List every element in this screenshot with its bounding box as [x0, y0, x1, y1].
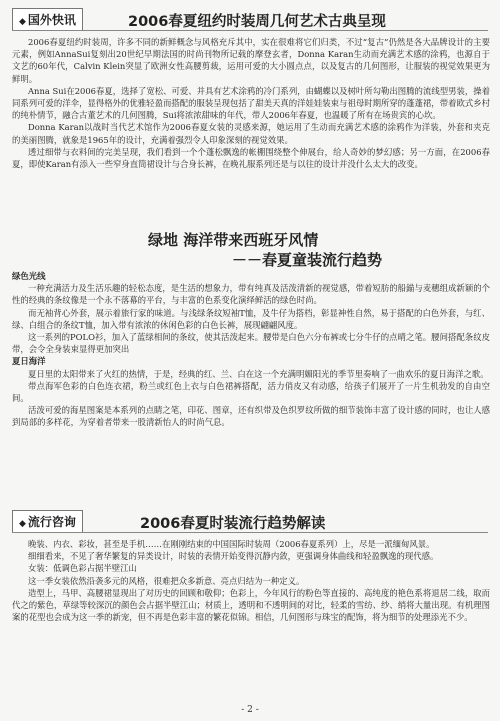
diamond-icon: ◆ — [19, 519, 26, 529]
section1-body — [12, 36, 490, 170]
diamond-icon: ◆ — [19, 17, 26, 27]
news-tag — [12, 8, 83, 31]
section3-paragraph: 造型上，马甲、高腰裙显现出了对历史的回顾和敬仰；色彩上，今年风行的粉色等直接的、高纯度的艳色系将退居二线，取而代之的紫色，草绿等较深沉的颜色会占据半壁江山；材质上，透明和不透明间的对比，轻柔的雪纺、纱、绡将大量出现。有机理图案的花型也会成为这一季的新宠，但不再是色彩丰富的繁花似锦。相信，几何图形与珠宝的配饰，将为细节的处理添光不少。 — [12, 587, 490, 623]
trend-tag — [12, 510, 83, 533]
section2-paragraph: 活泼可爱的海星图案是本系列的点睛之笔，印花、图章，还有织带及色织罗纹所做的细节装饰丰富了设计感的同时，也让人感到局部的多样花，为穿着者带来一股清新怡人的时尚气息。 — [12, 405, 490, 428]
section2-paragraph: 而无袖背心外套，展示着旅行家的味道。与浅绿条纹短袖T恤，及牛仔为搭档，彰显神性自然，易于搭配的白色外套，与红、绿、白组合的条纹T恤，加入带有浓浓的休闲色彩的白色长裤，展现翩翩风度。 — [12, 307, 490, 330]
section2-paragraph: 一种充满活力及生活乐趣的轻松态度，是生活的想象力，带有纯真及活泼清新的视觉感，带着短肪的船錨与麦穗组成新颖的个性的经典的条纹像是一个永不落幕的平台，与丰富的色系变化演绎鲜活的绿色时尚。 — [12, 283, 490, 306]
section3-divider — [12, 532, 488, 533]
section1-paragraph: 2006春夏纽约时装周，许多不同的新鲜概念与风格充斥其中，实在很难将它们归类，不过“复古”仍然是各大品牌设计的主要元素，例如AnnaSui复刻出20世纪早期法国的时尚刊物所记载的摩登玄者，Donna Karan生动而充满艺术感的涂鸦，也源自于文艺的60年代，Calvin Klein突显了欧洲女性高腰剪裁，运用可爱的大小圆点点，以及复古的几何图形，让服装的视觉效果更为鲜明。 — [12, 37, 490, 84]
section3-paragraph: 细细看来，不见了奢华繁复的异类设计，时装的表情开始变得沉静内敛，更强调身体曲线和轻盈飘逸的现代感。 — [28, 551, 439, 562]
section2-paragraph: 夏日里的太阳带来了火红的热情，于是，经典的红、兰、白在这一个充满明媚阳光的季节里奏响了一曲欢乐的夏日海洋之歌。 — [28, 368, 489, 379]
section2-body — [12, 270, 490, 429]
section2-paragraph: 带点海军色彩的白色连衣裙，粉兰或红色上衣与白色裙裤搭配，活力俏皮又有动感，给孩子们展开了一片生机勃发的自由空间。 — [12, 380, 490, 404]
section1-paragraph: Anna Sui在2006春夏，选择了宽松、可爱、并具有艺术涂鸦的冷门系列，由蝴蝶以及树叶所勾勒出图腾的流线型男装，操着同系列可爱的洋伞，显得格外的优雅轻盈而搭配的服装呈现包括了甜美天真的洋娃娃装束与祖母时期所穿的蓬蓬裙，带着欧式乡村的纯朴情节，融合古董艺术的几何图腾，Sui将浓浓甜味的年代，带人2006年春夏，也温暖了所有在场贵宾的心坎。 — [12, 85, 490, 121]
section2-title-line2: －－春夏童装流行趋势 — [232, 251, 383, 269]
subheading-green-light: 绿色光线 — [12, 271, 46, 281]
section2-paragraph: 这一系列的POLO衫，加入了蓝绿相间的条纹，使其活泼起来。腰带是白色六分布裤或七分牛仔的点晴之笔。腰间搭配条纹皮带，会令全身装束显得更加突出 — [12, 332, 490, 355]
header-divider — [12, 30, 488, 31]
subheading-summer-ocean: 夏日海洋 — [12, 356, 46, 367]
section3-paragraph: 晚装、内衣、彩妆，甚至是手机……在刚刚结束的中国国际时装周（2006春夏系列）上，尽是一派缅甸风景。 — [28, 539, 435, 549]
section3-paragraph: 这一季女装依然沿袭多元的风格，很难把众多新意、亮点归结为一种定义。 — [28, 575, 305, 586]
trend-tag-label: 流行咨询 — [27, 515, 76, 529]
section3-body — [12, 538, 490, 623]
section3-title: 2006春夏时装流行趋势解读 — [140, 516, 326, 532]
section1-paragraph: Donna Karan以战时当代艺术馆作为2006春夏女装的灵感来源，她运用了生动而充满艺术感的涂鸦作为洋装，外套和夹克的美丽图腾，就象是1965年的设计，充满着强烈令人印象深刻的视觉效果。 — [12, 122, 490, 145]
section2-title-line1: 绿地 海洋带来西班牙风情 — [148, 231, 319, 249]
page-number: - 2 - — [241, 705, 259, 715]
section1-paragraph: 透过细带与衣料间的完美呈现，我们看到一个个蓬松飘逸的帐棚围绕整个伸展台，给人奇妙的梦幻感；另一方面，在2006春夏，即使Karan有添入一些窄身直筒裙设计与合身长裤，在晚礼服系列还是与以往的设计并没什么太大的改变。 — [12, 146, 490, 170]
news-tag-label: 国外快讯 — [27, 13, 76, 27]
section1-title: 2006春夏纽约时装周几何艺术古典呈现 — [128, 14, 386, 30]
section3-subheading: 女装：低调色彩占据半壁江山 — [28, 563, 137, 574]
